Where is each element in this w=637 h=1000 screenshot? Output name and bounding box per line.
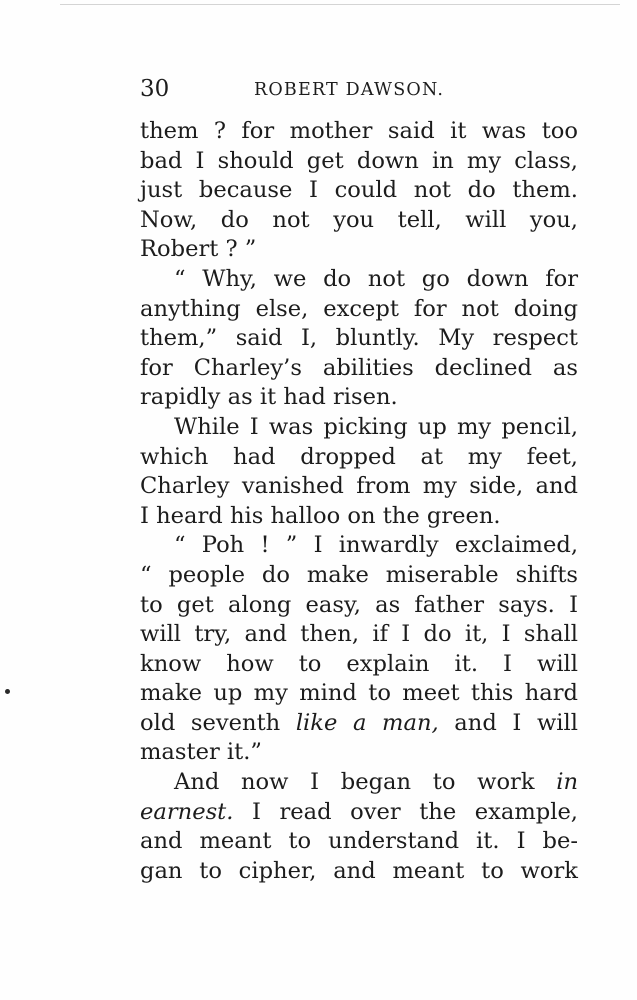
text-segment: Now, do not you tell, will you, xyxy=(140,206,578,233)
text-line xyxy=(140,265,578,295)
text-segment: I heard his halloo on the green. xyxy=(140,502,501,529)
running-title: ROBERT DAWSON. xyxy=(254,80,445,100)
text-segment: master it.” xyxy=(140,739,262,766)
text-line xyxy=(140,443,578,473)
text-line xyxy=(140,827,578,857)
text-segment: “ people do make miserable shifts xyxy=(140,561,578,588)
text-segment: to get along easy, as father says. I xyxy=(140,591,578,618)
text-segment: them ? for mother said it was too xyxy=(140,118,578,144)
text-segment: bad I should get down in my class, xyxy=(140,147,578,174)
italic-text: earnest. xyxy=(140,798,234,825)
text-line xyxy=(140,472,578,502)
running-head xyxy=(140,74,580,104)
text-line xyxy=(140,295,578,325)
italic-text: in xyxy=(556,769,578,796)
text-line xyxy=(140,502,578,532)
text-segment: Charley vanished from my side, and xyxy=(140,473,578,500)
text-segment: know how to explain it. I will xyxy=(140,650,578,677)
text-segment: old seventh xyxy=(140,709,296,736)
text-line xyxy=(140,650,578,680)
text-segment: And now I began to work xyxy=(174,769,557,796)
text-segment: I read over the example, xyxy=(233,798,578,825)
italic-text: like a man, xyxy=(295,709,439,736)
text-segment: them,” said I, bluntly. My respect xyxy=(140,325,578,352)
text-line xyxy=(140,709,578,739)
text-line xyxy=(140,383,578,413)
text-line xyxy=(140,768,578,798)
page-number: 30 xyxy=(140,76,170,102)
text-line xyxy=(140,147,578,177)
text-line xyxy=(140,324,578,354)
text-segment: and meant to understand it. I be- xyxy=(140,828,578,855)
text-segment: anything else, except for not doing xyxy=(140,295,578,322)
text-segment: While I was picking up my pencil, xyxy=(174,413,578,440)
text-line xyxy=(140,117,578,147)
scan-speck xyxy=(5,689,10,694)
text-segment: “ Poh ! ” I inwardly exclaimed, xyxy=(174,532,578,559)
text-segment: Robert ? ” xyxy=(140,236,257,263)
body-text xyxy=(140,117,578,886)
text-segment: for Charley’s abilities declined as xyxy=(140,354,578,381)
text-line xyxy=(140,235,578,265)
text-segment: just because I could not do them. xyxy=(140,177,578,204)
text-line xyxy=(140,738,578,768)
text-line xyxy=(140,176,578,206)
text-segment: rapidly as it had risen. xyxy=(140,384,398,411)
text-line xyxy=(140,206,578,236)
text-line xyxy=(140,591,578,621)
top-edge-rule xyxy=(60,4,620,5)
text-line xyxy=(140,679,578,709)
text-line xyxy=(140,354,578,384)
text-segment: and I will xyxy=(438,709,578,736)
text-segment: “ Why, we do not go down for xyxy=(174,265,578,292)
text-line xyxy=(140,561,578,591)
text-line xyxy=(140,620,578,650)
text-line xyxy=(140,798,578,828)
text-line xyxy=(140,531,578,561)
text-line xyxy=(140,413,578,443)
text-line xyxy=(140,857,578,887)
text-segment: make up my mind to meet this hard xyxy=(140,680,578,707)
text-segment: gan to cipher, and meant to work xyxy=(140,857,578,884)
text-segment: will try, and then, if I do it, I shall xyxy=(140,621,578,648)
text-segment: which had dropped at my feet, xyxy=(140,443,578,470)
